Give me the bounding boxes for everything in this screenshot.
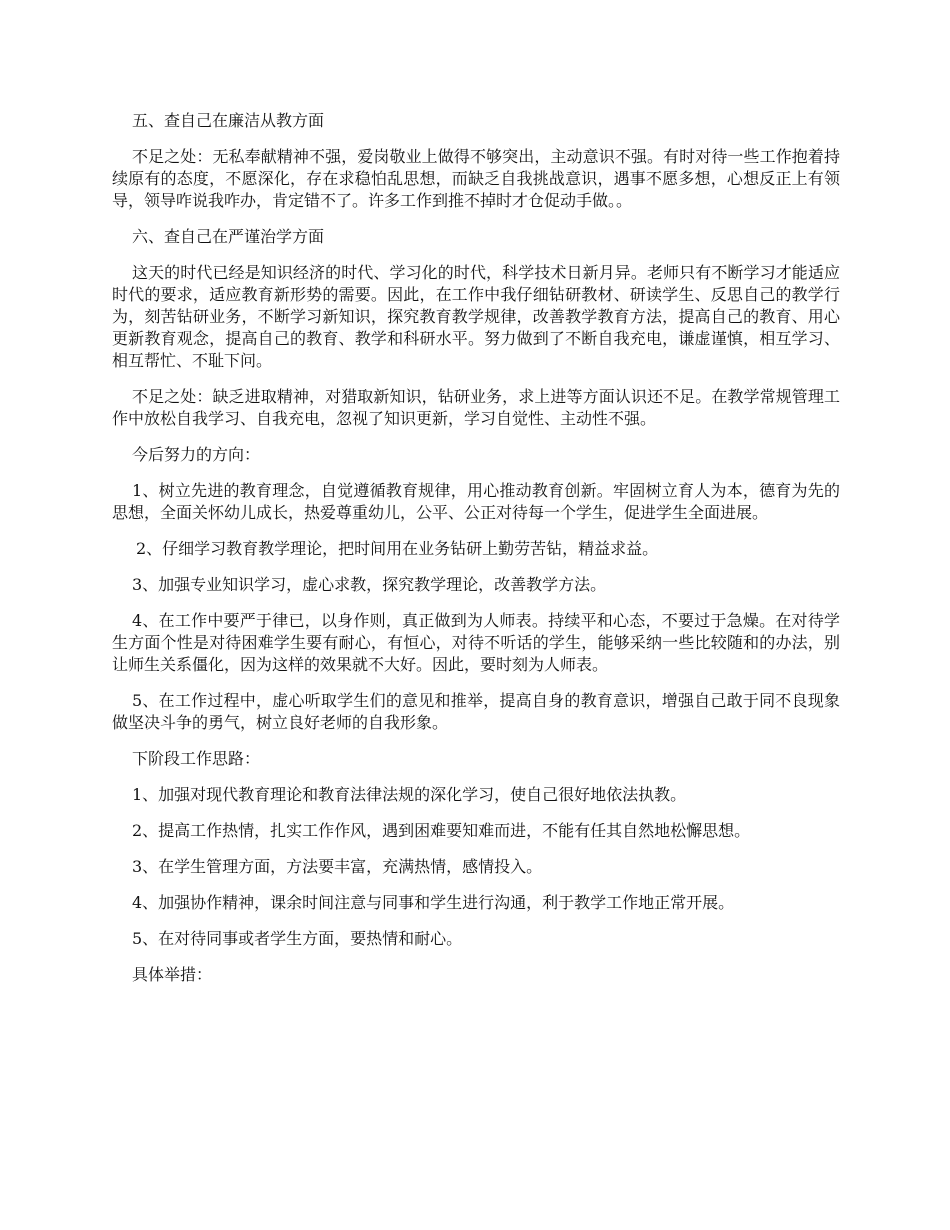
document-page	[112, 110, 840, 1000]
paragraph-scholarship: 这天的时代已经是知识经济的时代、学习化的时代，科学技术日新月异。老师只有不断学习才能适应时代的要求，适应教育新形势的需要。因此，在工作中我仔细钻研教材、研读学生、反思自己的教学行为，刻苦钻研业务，不断学习新知识，探究教育教学规律，改善教学教育方法，提高自己的教育、用心更新教育观念，提高自己的教育、教学和科研水平。努力做到了不断自我充电，谦虚谨慎，相互学习、相互帮忙、不耻下问。	[112, 263, 840, 370]
section-heading-next-stage: 下阶段工作思路：	[132, 749, 261, 768]
section-heading-integrity: 五、查自己在廉洁从教方面	[132, 111, 325, 130]
list-item-next-5: 5、在对待同事或者学生方面，要热情和耐心。	[132, 929, 463, 948]
section-heading-scholarship: 六、查自己在严谨治学方面	[132, 227, 325, 246]
list-item-next-1: 1、加强对现代教育理论和教育法律法规的深化学习，使自己很好地依法执教。	[132, 785, 687, 804]
list-item-direction-5: 5、在工作过程中，虚心听取学生们的意见和推举，提高自身的教育意识，增强自己敢于同不良现象做坚决斗争的勇气，树立良好老师的自我形象。	[112, 691, 840, 732]
list-item-direction-1: 1、树立先进的教育理念，自觉遵循教育规律，用心推动教育创新。牢固树立育人为本，德育为先的思想，全面关怀幼儿成长，热爱尊重幼儿，公平、公正对待每一个学生，促进学生全面进展。	[112, 481, 840, 522]
list-item-next-2: 2、提高工作热情，扎实工作作风，遇到困难要知难而进，不能有任其自然地松懈思想。	[132, 821, 751, 840]
list-item-direction-3: 3、加强专业知识学习，虚心求教，探究教学理论，改善教学方法。	[132, 575, 607, 594]
list-item-direction-2: 2、仔细学习教育教学理论，把时间用在业务钻研上勤劳苦钻，精益求益。	[136, 539, 659, 558]
list-item-next-3: 3、在学生管理方面，方法要丰富，充满热情，感情投入。	[132, 857, 543, 876]
section-heading-measures: 具体举措：	[132, 965, 213, 984]
paragraph-integrity-shortcomings: 不足之处：无私奉献精神不强，爱岗敬业上做得不够突出，主动意识不强。有时对待一些工作抱着持续原有的态度，不愿深化，存在求稳怕乱思想，而缺乏自我挑战意识，遇事不愿多想，心想反正上有领导，领导咋说我咋办，肯定错不了。许多工作到推不掉时才仓促动手做。。	[112, 147, 840, 210]
section-heading-future-direction: 今后努力的方向：	[132, 445, 261, 464]
paragraph-scholarship-shortcomings: 不足之处：缺乏进取精神，对猎取新知识，钻研业务，求上进等方面认识还不足。在教学常规管理工作中放松自我学习、自我充电，忽视了知识更新，学习自觉性、主动性不强。	[112, 387, 840, 428]
list-item-direction-4: 4、在工作中要严于律已，以身作则，真正做到为人师表。持续平和心态，不要过于急燥。在对待学生方面个性是对待困难学生要有耐心，有恒心，对待不听话的学生，能够采纳一些比较随和的办法，别让师生关系僵化，因为这样的效果就不大好。因此，要时刻为人师表。	[112, 611, 840, 674]
list-item-next-4: 4、加强协作精神，课余时间注意与同事和学生进行沟通，利于教学工作地正常开展。	[132, 893, 735, 912]
